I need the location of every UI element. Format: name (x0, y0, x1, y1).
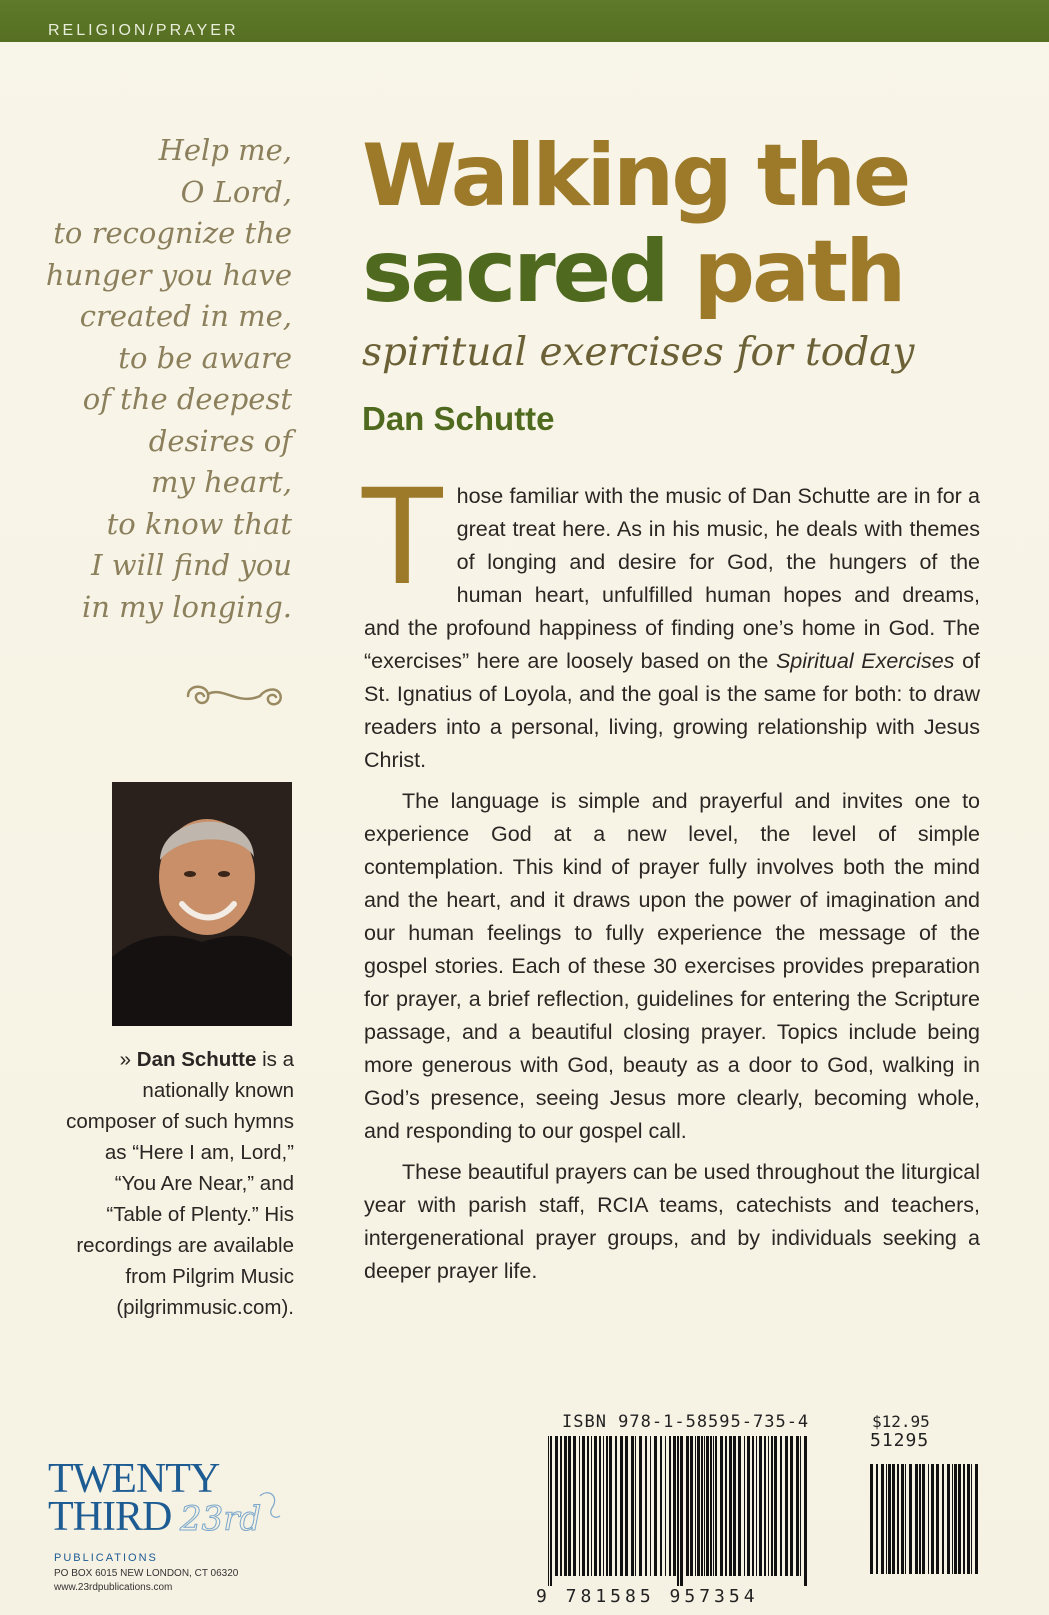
barcode-bar (952, 1464, 953, 1574)
quote-line: hunger you have (45, 257, 292, 292)
barcode-bar (660, 1436, 662, 1576)
barcode-bar (881, 1464, 884, 1574)
quote-line: to be aware (118, 340, 292, 375)
bio-marker: » (119, 1048, 137, 1071)
price-label: $12.95 (872, 1412, 930, 1431)
barcode-bar (579, 1436, 580, 1576)
publisher-name-line2: THIRD (48, 1494, 172, 1540)
quote-line: to recognize the (53, 216, 292, 250)
publisher-website: www.23rdpublications.com (54, 1582, 173, 1593)
barcode-bar (706, 1436, 709, 1576)
barcode-bar (800, 1436, 801, 1576)
description-p1-italic: Spiritual Exercises (775, 649, 955, 673)
barcode-bar (963, 1464, 965, 1574)
barcode-bar (768, 1436, 769, 1576)
price-barcode (866, 1464, 986, 1584)
barcode-bar (905, 1464, 906, 1574)
barcode-bar (729, 1436, 732, 1576)
barcode-bar (582, 1436, 585, 1576)
author-photo (112, 782, 292, 1026)
author-bio (60, 1044, 294, 1323)
barcode-bar (756, 1436, 757, 1576)
book-title (362, 128, 908, 320)
book-description (362, 461, 980, 1296)
barcode-bar (686, 1436, 689, 1576)
barcode-bar (774, 1436, 777, 1576)
barcode-bar (555, 1436, 558, 1576)
barcode-bar (606, 1436, 608, 1576)
barcode-bar (744, 1436, 745, 1576)
barcode-bar (954, 1464, 957, 1574)
barcode-bar (680, 1436, 683, 1586)
barcode-bar (673, 1436, 676, 1576)
barcode-bar (701, 1436, 703, 1576)
barcode-bar (785, 1436, 788, 1576)
description-paragraph-3: These beautiful prayers can be used throughout the liturgical year with parish staff, RCIA teams, catechists and teachers, intergenerational prayer groups, and by individuals seeking a deeper prayer life. (364, 1160, 980, 1283)
barcode-bar (804, 1436, 807, 1586)
barcode-bar (888, 1464, 891, 1574)
barcode-bar (915, 1464, 918, 1574)
barcode-bar (710, 1436, 712, 1576)
price-code: 51295 (870, 1430, 930, 1451)
barcode-bar (922, 1464, 925, 1574)
barcode-bar (677, 1436, 679, 1586)
bio-text: is a nationally known composer of such hymns as “Here I am, Lord,” “You Are Near,” and “Table of Plenty.” His recordings are available from Pilgrim Music (pilgrimmusic.com). (66, 1048, 294, 1319)
barcode-bar (669, 1436, 671, 1576)
barcode-bar (594, 1436, 597, 1576)
barcode-bar (548, 1436, 549, 1586)
barcode-bar (725, 1436, 727, 1576)
barcode-bar (631, 1436, 634, 1576)
description-p1-text-a: hose familiar with the music of Dan Schutte are in for a great treat here. As in his music, he deals with themes of longing and desire for God, the hungers of the human heart, unfulfilled human hopes and dreams, and the profound happiness of finding one’s home in God. The “exercises” here are loosely based on the (364, 484, 980, 673)
barcode-bar (928, 1464, 929, 1574)
barcode-bar (635, 1436, 636, 1576)
barcode-bar (591, 1436, 592, 1576)
barcode-bar (901, 1464, 904, 1574)
barcode-bar (759, 1436, 762, 1576)
isbn-barcode (544, 1436, 816, 1586)
barcode-bar (654, 1436, 657, 1576)
barcode-bar (665, 1436, 666, 1576)
barcode-bar (790, 1436, 793, 1576)
barcode-bar (947, 1464, 950, 1574)
barcode-bar (587, 1436, 589, 1576)
barcode-bar (886, 1464, 887, 1574)
quote-line: of the deepest (82, 382, 292, 416)
publisher-label: PUBLICATIONS (54, 1552, 158, 1564)
barcode-bar (550, 1436, 552, 1586)
book-author: Dan Schutte (362, 400, 555, 437)
barcode-bar (764, 1436, 766, 1576)
barcode-bar (568, 1436, 571, 1576)
barcode-bar (942, 1464, 944, 1574)
publisher-address: PO BOX 6015 NEW LONDON, CT 06320 (54, 1568, 239, 1579)
barcode-bar (876, 1464, 878, 1574)
barcode-bar (690, 1436, 693, 1576)
barcode-bar (936, 1464, 939, 1574)
isbn-label: ISBN 978-1-58595-735-4 (562, 1412, 810, 1432)
quote-line: O Lord, (180, 174, 292, 209)
barcode-bar (713, 1436, 714, 1576)
barcode-bar (892, 1464, 895, 1574)
barcode-bar (738, 1436, 741, 1576)
barcode-bar (771, 1436, 773, 1576)
category-band (0, 0, 1049, 42)
barcode-bar (620, 1436, 623, 1576)
description-paragraph-1 (362, 461, 980, 777)
barcode-bar (780, 1436, 782, 1576)
barcode-bar (909, 1464, 912, 1574)
publisher-logo (48, 1456, 328, 1593)
barcode-bar (599, 1436, 601, 1576)
barcode-bar (733, 1436, 736, 1576)
barcode-bar (958, 1464, 961, 1574)
barcode-bar (796, 1436, 799, 1576)
barcode-bar (560, 1436, 562, 1576)
barcode-bar (971, 1464, 972, 1574)
barcode-bar (697, 1436, 700, 1576)
quote-line: created in me, (79, 299, 292, 333)
barcode-bar (625, 1436, 628, 1576)
quote-line: to know that (106, 506, 292, 541)
barcode-bar (897, 1464, 899, 1574)
quote-line: desires of (148, 423, 292, 458)
category-label: RELIGION/PRAYER (48, 22, 239, 39)
publisher-mark: 23rd (180, 1499, 262, 1539)
barcode-bar (564, 1436, 567, 1576)
barcode-bar (752, 1436, 754, 1576)
barcode-bar (650, 1436, 651, 1576)
barcode-bar (695, 1436, 696, 1576)
barcode-bar (967, 1464, 970, 1574)
title-line-1: Walking the (362, 126, 909, 226)
barcode-bar (870, 1464, 873, 1574)
description-p1-text-b: of St. Ignatius of Loyola, and the goal is the same for both: to draw readers into a personal, living, growing relationship with Jesus Christ. (364, 649, 980, 772)
barcode-digits: 9 781585 957354 (536, 1586, 759, 1607)
barcode-bar (615, 1436, 617, 1576)
barcode-bar (747, 1436, 750, 1576)
barcode-bar (609, 1436, 612, 1576)
quote-line: in my longing. (82, 589, 292, 624)
barcode-bar (720, 1436, 723, 1576)
description-paragraph-2: The language is simple and prayerful and invites one to experience God at a new level, the level of simple contemplation. This kind of prayer fully involves both the mind and the heart, and it draws upon the power of imagination and our human feelings to fully experience the message of the gospel stories. Each of these 30 exercises provides preparation for prayer, a brief reflection, guidelines for entering the Scripture passage, and a beautiful closing prayer. Topics include being more generous with God, beauty as a door to God, walking in God’s presence, seeing Jesus more clearly, becoming whole, and responding to our gospel call. (364, 789, 980, 1143)
barcode-bar (919, 1464, 921, 1574)
quote-line: I will find you (91, 548, 292, 582)
book-subtitle: spiritual exercises for today (362, 330, 915, 375)
barcode-bar (645, 1436, 647, 1576)
prayer-quote (40, 130, 292, 628)
barcode-bar (704, 1436, 705, 1576)
publisher-name-line1: TWENTY (48, 1456, 220, 1502)
title-line-2 (362, 224, 908, 320)
title-word-sacred: sacred (362, 222, 694, 322)
drop-cap: T (362, 461, 443, 615)
barcode-bar (931, 1464, 934, 1574)
flourish-ornament-icon (178, 678, 290, 714)
bio-author-name: Dan Schutte (136, 1048, 257, 1071)
quote-line: my heart, (151, 465, 292, 499)
barcode-bar (715, 1436, 717, 1576)
quote-line: Help me, (158, 133, 292, 167)
barcode-bar (603, 1436, 604, 1576)
publisher-23rd-mark-icon (176, 1490, 286, 1540)
barcode-bar (975, 1464, 978, 1574)
title-word-path: path (693, 222, 904, 322)
barcode-bar (639, 1436, 642, 1576)
barcode-bar (573, 1436, 576, 1576)
